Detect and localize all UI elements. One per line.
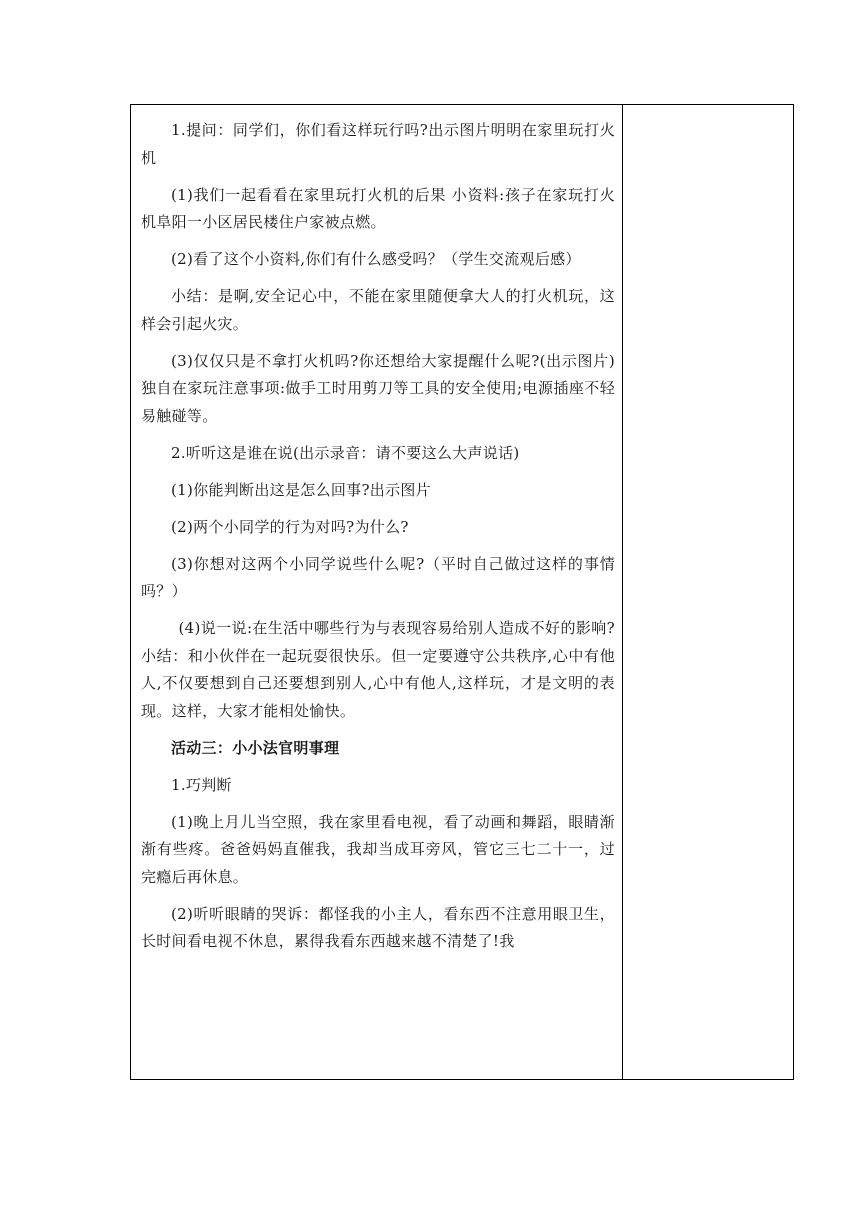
paragraph-judge: (1)你能判断出这是怎么回事?出示图片	[171, 480, 431, 499]
paragraph-behavior-right: (2)两个小同学的行为对吗?为什么?	[171, 517, 409, 536]
paragraph-home-alone-tips: (3)仅仅只是不拿打火机吗?你还想给大家提醒什么呢?(出示图片) 独自在家玩注意事项:做手工时用剪刀等工具的安全使用;电源插座不轻易触碰等。	[141, 351, 615, 425]
activity-3-heading: 活动三：小小法官明事理	[171, 738, 340, 757]
paragraph-summary-safety: 小结：是啊,安全记心中，不能在家里随便拿大人的打火机玩，这样会引起火灾。	[141, 287, 615, 333]
paragraph-say-to-classmates: (3)你想对这两个小同学说些什么呢?（平时自己做过这样的事情吗？）	[141, 554, 615, 600]
lesson-content-cell	[141, 117, 615, 965]
notes-cell	[623, 105, 793, 1079]
paragraph-listen-2: 2.听听这是谁在说(出示录音：请不要这么大声说话)	[171, 443, 520, 462]
paragraph-tv-story: (1)晚上月儿当空照，我在家里看电视，看了动画和舞蹈，眼睛渐渐有些疼。爸爸妈妈直催我，我却当成耳旁风，管它三七二十一，过完瘾后再休息。	[141, 812, 615, 886]
paragraph-question-1: 1.提问：同学们，你们看这样玩行吗?出示图片明明在家里玩打火机	[141, 121, 615, 167]
paragraph-lighter-consequence: (1)我们一起看看在家里玩打火机的后果 小资料:孩子在家玩打火机阜阳一小区居民楼住户家被点燃。	[141, 185, 615, 231]
paragraph-feelings: (2)看了这个小资料,你们有什么感受吗？（学生交流观后感）	[171, 250, 581, 268]
lesson-table	[130, 104, 794, 1080]
paragraph-discuss-summary: (4)说一说:在生活中哪些行为与表现容易给别人造成不好的影响? 小结：和小伙伴在一起玩耍很快乐。但一定要遵守公共秩序,心中有他人,不仅要想到自己还要想到别人,心中有他人,这样玩，才是文明的表现。这样，大家才能相处愉快。	[141, 619, 615, 720]
paragraph-eye-complaint: (2)听听眼睛的哭诉：都怪我的小主人，看东西不注意用眼卫生，长时间看电视不休息，累得我看东西越来越不清楚了!我	[141, 904, 615, 950]
paragraph-clever-judge: 1.巧判断	[171, 775, 232, 794]
